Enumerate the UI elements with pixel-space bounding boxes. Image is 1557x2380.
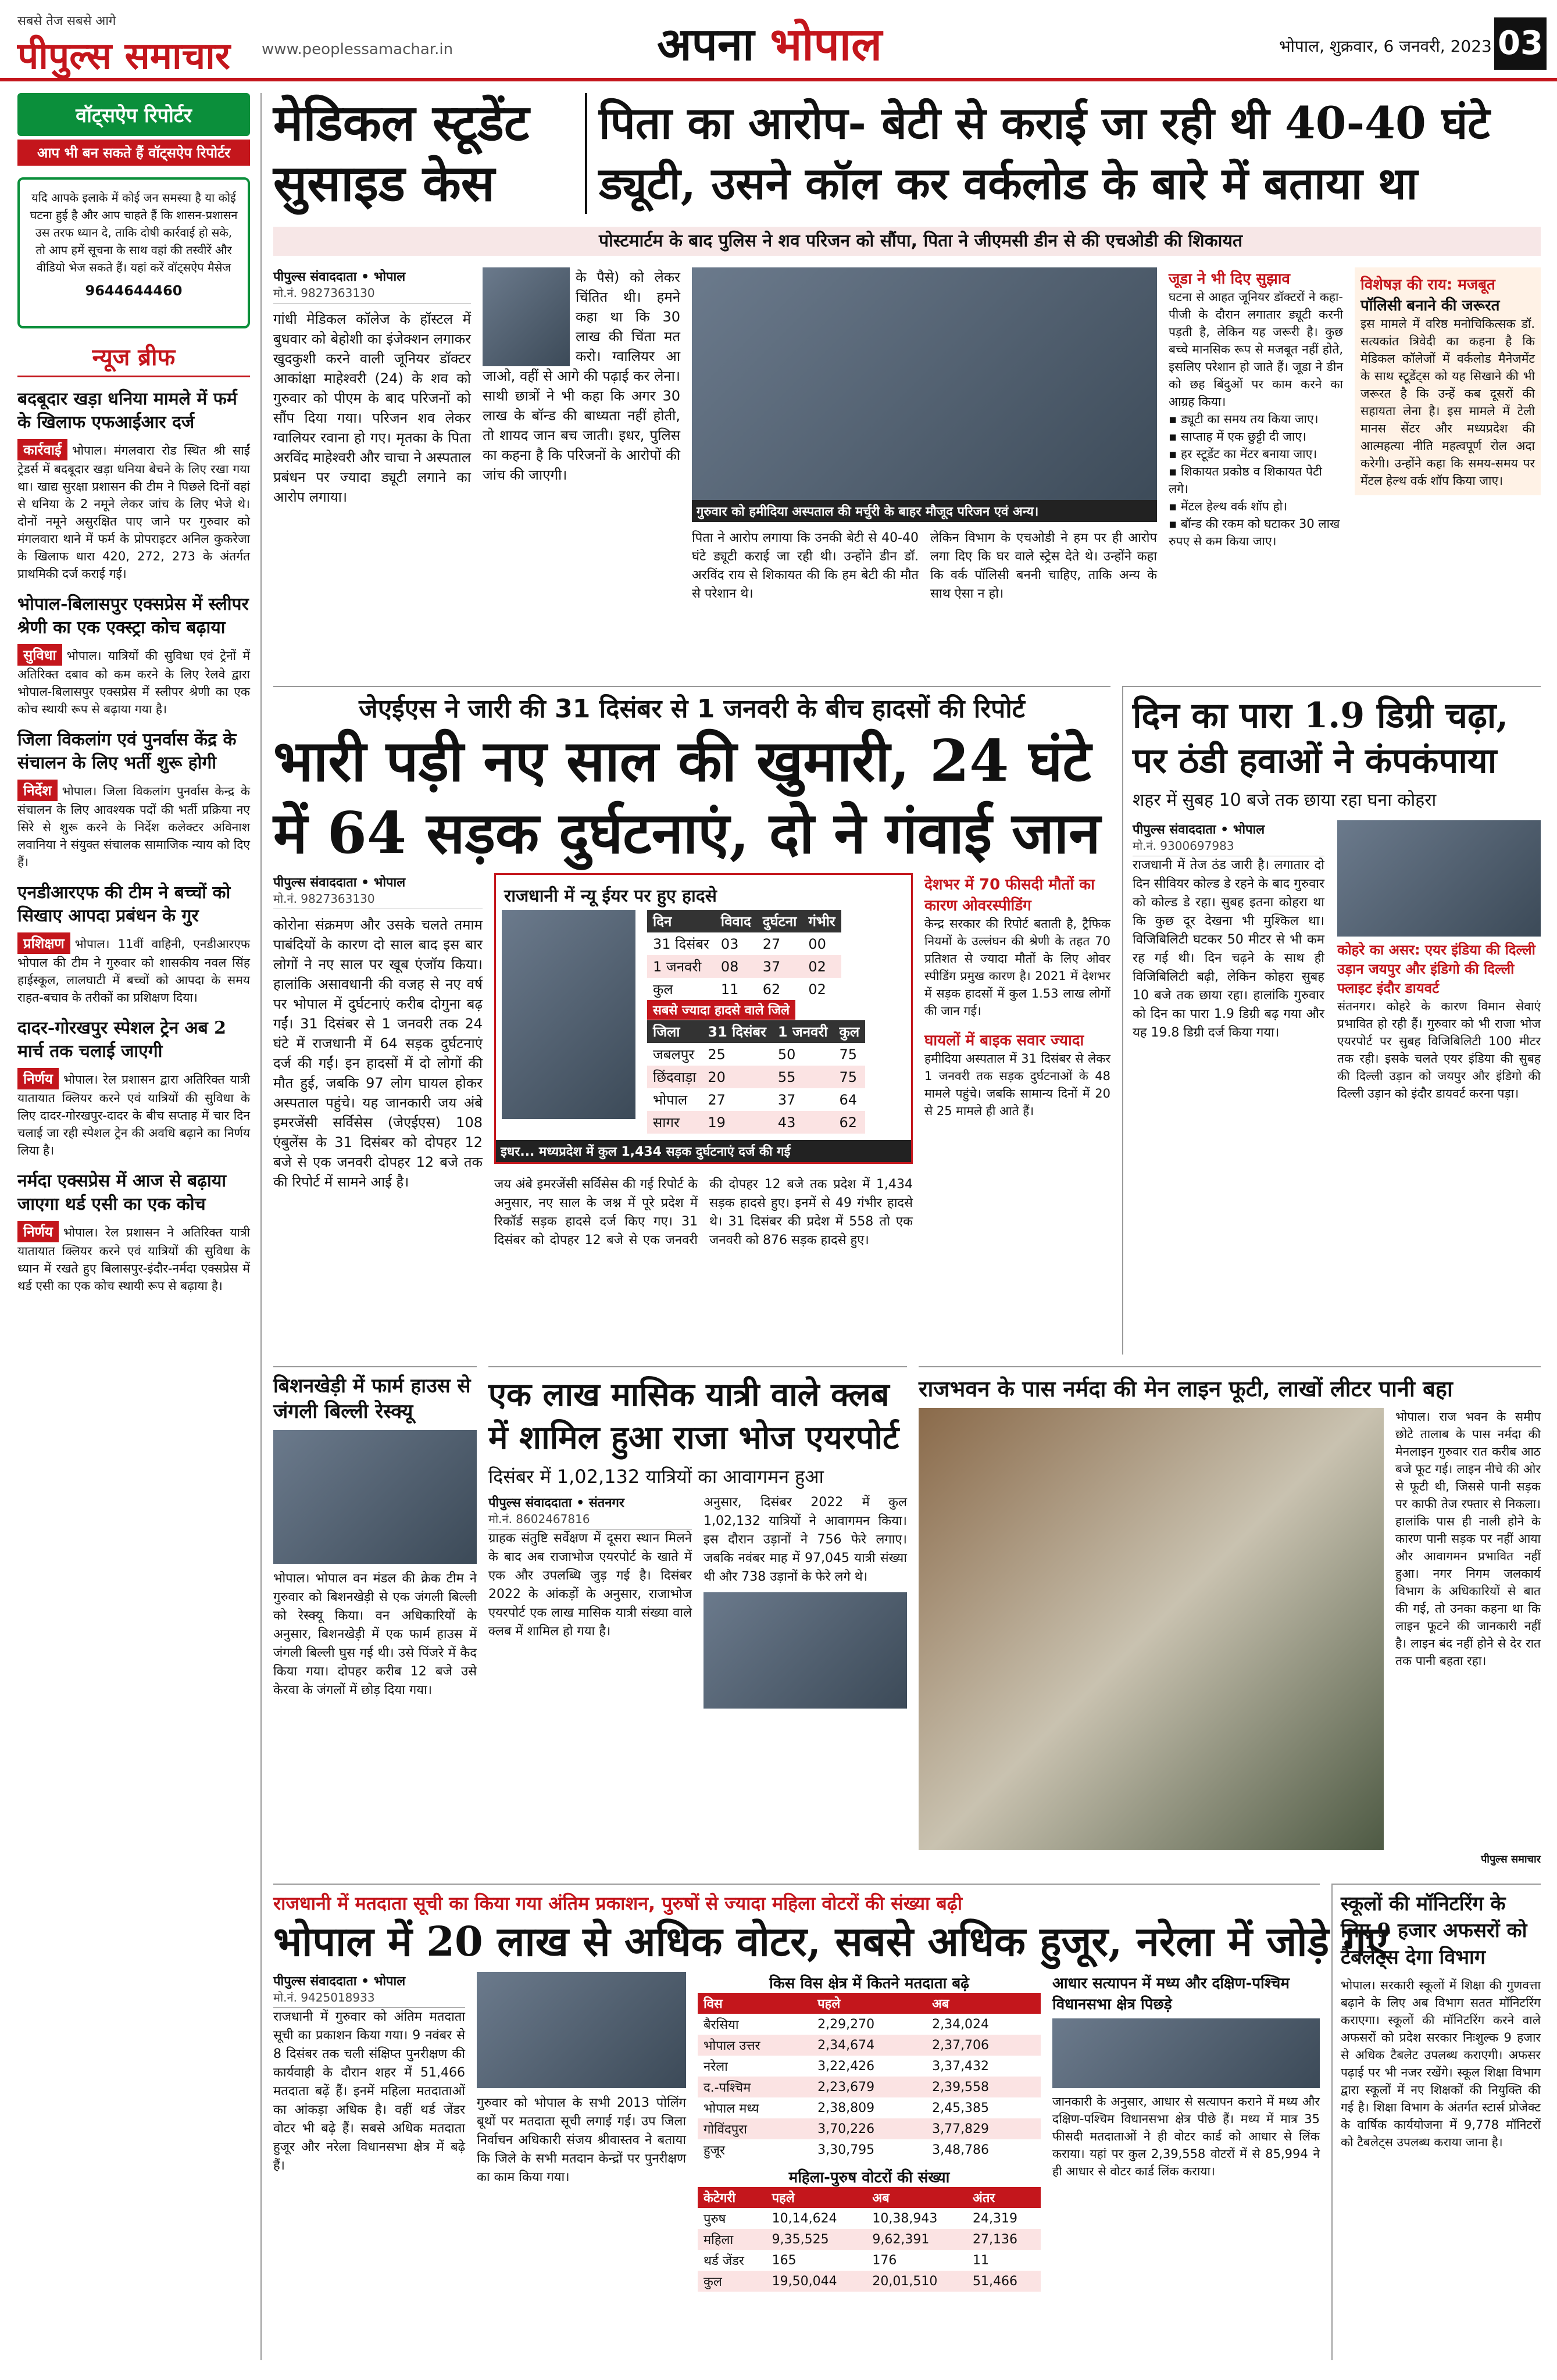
table-cell: 3,37,432 [932,2059,990,2074]
table-cell: 2,34,674 [817,2038,875,2053]
table-row [698,2118,1041,2139]
table-cell: 10,38,943 [872,2211,938,2226]
news-brief-item [17,1170,250,1295]
table-cell: 20 [708,1069,726,1085]
edition-date: भोपाल, शुक्रवार, 6 जनवरी, 2023 [1279,37,1492,56]
table-cell: 24,319 [973,2211,1018,2226]
suggestion-item: ▪ ड्यूटी का समय तय किया जाए। [1169,412,1319,426]
gender-table [698,2187,1041,2292]
schools-headline: स्कूलों की मॉनिटरिंग के लिए 9 हजार अफसरों को टैबलेट्स देगा विभाग [1341,1892,1527,1969]
brief-headline: भोपाल-बिलासपुर एक्सप्रेस में स्लीपर श्रेणी का एक एक्स्ट्रा कोच बढ़ाया [17,594,249,638]
schools-body: भोपाल। सरकारी स्कूलों में शिक्षा की गुणवत्ता बढ़ाने के लिए अब विभाग सतत मॉनिटरिंग कराएगा। स्कूलों की मॉनिटरिंग करने वाले अफसरों को प्रदेश सरकार निःशुल्क 9 हजार से अधिक टैबलेट उपलब्ध कराएगी। अफसर पढ़ाई पर भी नजर रखेंगे। स्कूल शिक्षा विभाग द्वारा स्कूलों में नए शिक्षकों की नियुक्ति की गई है। शिक्षा विभाग के अंतर्गत स्टार्स प्रोजेक्ट के वार्षिक कार्ययोजना में 9,778 मॉनिटरों को टैबलेट्स उपलब्ध कराया जाना है। [1341,1978,1541,2149]
airport-photo [703,1592,907,1709]
table-cell: 62 [762,981,781,998]
brief-headline: नर्मदा एक्सप्रेस में आज से बढ़ाया जाएगा थर्ड एसी का एक कोच [17,1171,227,1214]
story-col2: के पैसे) को लेकर चिंतित थी। हमने कहा था कि 30 लाख की चिंता मत करो। ग्वालियर आ जाओ, वहीं से आगे की पढ़ाई कर लेना। साथी छात्रों ने भी कहा कि अगर 30 लाख के बॉन्ड की बाध्यता नहीं होती, तो शायद जान बच जाती। इधर, पुलिस का कहना है कि परिजनों के आरोपों की जांच की जाएगी। [483,267,680,485]
aircraft-photo [1337,820,1541,937]
voter-story: राजधानी में मतदाता सूची का किया गया अंतिम प्रकाशन, पुरुषों से ज्यादा महिला वोटरों की संख्या बढ़ी भोपाल में 20 लाख से अधिक वोटर, सबसे अधिक हुजूर, नरेला में जोड़े गए पीपुल्स संवाददाता • भोपाल मो.नं. 9425018933 राजधानी में गुरुवार को अंतिम मतदाता सूची का प्रकाशन किया गया। 9 नवंबर से 8 दिसंबर तक चली संक्षिप्त पुनरीक्षण की कार्यवाही के दौरान शहर में 51,466 मतदाता बढ़ें हैं। इनमें महिला मतदाताओं का आंकड़ा अधिक है। वहीं थर्ड जेंडर वोटर भी बढ़े हैं। सबसे अधिक मतदाता हुजूर और नरेला विधानसभा क्षेत्र में बढ़े हैं। गुरुवार को भोपाल के सभी 2013 पोलिंग बूथों पर मतदाता सूची लगाई गई। उप जिला निर्वाचन अधिकारी संजय श्रीवास्तव ने बताया कि जिले के सभी मतदान केन्द्रों पर पुनरीक्षण का काम किया गया। किस विस क्षेत्र में कितने मतदाता बढ़े विस पहले अब बैरसिया 2,29,270 2,34,024 भोपाल उत्तर 2,34,674 2,37,706 नरेला 3,22,426 3,37,432 द.-पश्चिम 2,23,679 2,39,558 भोपाल मध्य 2,38,809 2,45,385 गोविंदपुरा 3,70,226 3,77,829 हुजूर 3,30,795 3,48,786 महिला-पुरुष वोटरों की संख्या केटेगरी पहले अब अंतर पुरुष 10,14,624 10,38,943 24,319 महिला 9,35,525 9,62,391 27,136 थर्ड जेंडर 165 176 11 कुल 19,50,044 20,01,510 51,466 आधार सत्यापन में मध्य और दक्षिण-पश्चिम विधानसभा क्षेत्र पिछड़े जानकारी के अनुसार, आधार से सत्यापन कराने में मध्य और दक्षिण-पश्चिम विधानसभा क्षेत्र पीछे हैं। मध्य में मात्र 35 फीसदी मतदाताओं ने ही वोटर कार्ड को आधार से लिंक कराया। यहां पर कुल 2,39,558 वोटरों में से 85,994 ने ही आधार से वोटर कार्ड लिंक कराया। [273,1884,1320,2360]
brief-tag: निर्णय [17,1068,59,1089]
wildcat-story [273,1366,477,1878]
table-cell: 02 [808,958,826,975]
table-cell: पुरुष [703,2212,726,2227]
news-brief-item [17,593,250,718]
voter-tables: किस विस क्षेत्र में कितने मतदाता बढ़े विस पहले अब बैरसिया 2,29,270 2,34,024 भोपाल उत्तर 2,34,674 2,37,706 नरेला 3,22,426 3,37,432 द.-पश्चिम 2,23,679 2,39,558 भोपाल मध्य 2,38,809 2,45,385 गोविंदपुरा 3,70,226 3,77,829 हुजूर 3,30,795 3,48,786 महिला-पुरुष वोटरों की संख्या केटेगरी पहले अब अंतर पुरुष 10,14,624 10,38,943 24,319 महिला 9,35,525 9,62,391 27,136 थर्ड जेंडर 165 176 11 कुल 19,50,044 20,01,510 51,466 [698,1972,1041,2292]
whatsapp-reporter-title: वॉट्सऐप रिपोर्टर [17,93,250,136]
table-cell: 00 [808,935,826,952]
weather-body: राजधानी में तेज ठंड जारी है। लगातार दो दिन सीवियर कोल्ड डे रहने के बाद गुरुवार को कोल्ड डे रहा। सुबह इतना कोहरा था कि कुछ दूर देखना भी मुश्किल था। विजिबिलिटी घटकर 50 मीटर से भी कम रह गई थी। दिन चढ़ने के साथ ही विजिबिलिटी बढ़ी, लेकिन कोहरा सुबह 10 बजे तक छाया रहा। हालांकि गुरुवार को दिन का पारा 1.9 डिग्री बढ़ गया और यह 19.8 डिग्री दर्ज किया गया। [1133,858,1324,1040]
column-header: अब [866,2187,967,2208]
wildcat-body: भोपाल। भोपाल वन मंडल की क्रेक टीम ने गुरुवार को बिशनखेड़ी से एक जंगली बिल्ली को रेस्क्यू किया। वन अधिकारियों के अनुसार, बिशनखेड़ी में एक फार्म हाउस में जंगली बिल्ली घुस गई थी। उसे पिंजरे में कैद किया गया। दोपहर करीब 12 बजे उसे केरवा के जंगलों में छोड़ दिया गया। [273,1571,477,1698]
table-cell: 02 [808,981,826,998]
accident-infobox: राजधानी में न्यू ईयर पर हुए हादसे दिन विवाद दुर्घटना गंभीर 31 दिसंबर 03 27 00 1 जनवरी 08 37 02 कुल 11 62 02 सबसे ज्यादा हादसे वाले जिले जिला 31 दिसंबर 1 जनवरी कुल जबलपुर 25 50 75 छिंदवाड़ा 20 55 75 भोपाल 27 37 64 सागर 19 43 62 इधर... मध्यप्रदेश में कुल 1,434 सड़क दुर्घटनाएं दर्ज की गई [494,873,913,1164]
juda-suggestions: जूडा ने भी दिए सुझाव घटना से आहत जूनियर डॉक्टरों ने कहा- पीजी के दौरान लगातार ड्यूटी करनी पड़ती है, लेकिन यह जरूरी है। कुछ बच्चे मानसिक रूप से मजबूत नहीं होते, इसलिए परेशान हो जाते हैं। जूडा ने डीन को छह बिंदुओं पर काम करने का आग्रह किया। ▪ ड्यूटी का समय तय किया जाए। ▪ साप्ताह में एक छुट्टी दी जाए। ▪ हर स्टूडेंट का मेंटर बनाया जाए। ▪ शिकायत प्रकोष्ठ व शिकायत पेटी लगे। ▪ मेंटल हेल्थ वर्क शॉप हो। ▪ बॉन्ड की रकम को घटाकर 30 लाख रुपए से कम किया जाए। [1169,267,1343,550]
news-brief-item [17,728,250,871]
table-cell: थर्ड जेंडर [703,2254,744,2268]
table-cell: 2,29,270 [817,2017,875,2032]
table-cell: 27 [762,935,781,952]
table-row [698,2250,1041,2271]
brief-tag: निर्णय [17,1221,59,1242]
pipeline-story [919,1366,1541,1878]
table-cell: 9,35,525 [772,2232,829,2247]
column-header: विस [698,1993,812,2014]
voter-body2: गुरुवार को भोपाल के सभी 2013 पोलिंग बूथों पर मतदाता सूची लगाई गई। उप जिला निर्वाचन अधिकारी संजय श्रीवास्तव ने बताया कि जिले के सभी मतदान केन्द्रों पर पुनरीक्षण का काम किया गया। [477,2096,686,2185]
table-cell: 3,70,226 [817,2121,875,2136]
table-cell: भोपाल [653,1092,688,1108]
table-cell: 3,22,426 [817,2059,875,2074]
table-row [698,2271,1041,2292]
table-cell: 2,37,706 [932,2038,990,2053]
table-cell: 27 [708,1091,726,1108]
table-cell: 50 [777,1046,796,1063]
table-row [647,932,841,955]
expert-opinion: विशेषज्ञ की राय: मजबूत पॉलिसी बनाने की जरूरत इस मामले में वरिष्ठ मनोचिकित्सक डॉ. सत्यकांत त्रिवेदी का कहना है कि मेडिकल कॉलेजों में वर्कलोड मैनेजमेंट के साथ स्टूडेंट्स को यह सिखाने की भी जरूरत है कि उन्हें कब दूसरों की सहायता लेना है। इस मामले में टेली मानस सेंटर और मध्यप्रदेश की आत्महत्या नीति महत्वपूर्ण रोल अदा करेगी। उन्होंने कहा कि समय-समय पर मेंटल हेल्थ वर्क शॉप किया जाए। [1355,267,1541,495]
table-row [647,1066,865,1088]
whatsapp-phone[interactable]: 9644644460 [85,283,183,299]
table-cell: 51,466 [973,2274,1018,2289]
story-kicker: मेडिकल स्टूडेंट सुसाइड केस [273,93,587,214]
brief-headline: बदबूदार खड़ा धनिया मामले में फर्म के खिलाफ एफआईआर दर्ज [17,389,237,433]
table-cell: छिंदवाड़ा [653,1069,697,1085]
brand-logo: सबसे तेज सबसे आगे पीपुल्स समाचार [17,14,230,78]
table-cell: 2,34,024 [932,2017,990,2032]
airport-body: ग्राहक संतुष्टि सर्वेक्षण में दूसरा स्थान मिलने के बाद अब राजाभोज एयरपोर्ट के खाते में एक और उपलब्धि जुड़ गई है। दिसंबर 2022 के आंकड़ों के अनुसार, राजाभोज एयरपोर्ट एक लाख मासिक यात्री संख्या वाले क्लब में शामिल हो गया है। [488,1531,692,1639]
table-cell: 08 [720,958,739,975]
table-cell: 3,77,829 [932,2121,990,2136]
accident-col2: जय अंबे इमरजेंसी सर्विसेस की गई रिपोर्ट के अनुसार, नए साल के जश्न में पूरे प्रदेश में रिकॉर्ड सड़क हादसे दर्ज किए गए। 31 दिसंबर को दोपहर 12 बजे से एक जनवरी की दोपहर 12 बजे तक प्रदेश में 1,434 सड़क हादसे हुए। इनमें से 49 गंभीर हादसे थे। 31 दिसंबर की प्रदेश में 558 तो एक जनवरी को 876 सड़क हादसे हुए। [494,1177,913,1248]
pipeline-headline: राजभवन के पास नर्मदा की मेन लाइन फूटी, लाखों लीटर पानी बहा [919,1375,1453,1402]
table-cell: 31 दिसंबर [653,936,709,952]
airport-headline: एक लाख मासिक यात्री वाले क्लब में शामिल हुआ राजा भोज एयरपोर्ट [488,1375,899,1457]
brief-text: कार्रवाई भोपाल। मंगलवारा रोड स्थित श्री साईं ट्रेडर्स में बदबूदार खड़ा धनिया बेचने के लिए रखा गया था। खाद्य सुरक्षा प्रशासन की टीम ने पिछले दिनों वहां से धनिया के 2 नमूने लेकर जांच के लिए भेजे थे। दोनों नमूने असुरक्षित पाए जाने पर गुरुवार को मंगलवारा थाने में फर्म के प्रोपराइटर अनिल कुकरेजा के खिलाफ धारा 420, 272, 273 के अंतर्गत प्राथमिकी दर्ज कराई गई। [17,439,250,583]
brief-text: निर्णय भोपाल। रेल प्रशासन द्वारा अतिरिक्त यात्री यातायात क्लियर करने एवं यात्रियों की सुविधा के लिए दादर-गोरखपुर-दादर के बीच सप्ताह में चार दिन चलाई जा रही स्पेशल ट्रेन की अवधि बढ़ाने का निर्णय लिया है। [17,1068,250,1159]
masthead [0,0,1557,81]
accident-kicker: जेएईएस ने जारी की 31 दिसंबर से 1 जनवरी के बीच हादसों की रिपोर्ट [359,694,1025,724]
table-row [647,1043,865,1066]
table-cell: भोपाल उत्तर [703,2039,760,2053]
table-cell: 2,45,385 [932,2100,990,2115]
table-cell: 2,23,679 [817,2079,875,2095]
column-header: गंभीर [802,910,841,932]
table-row [698,2014,1041,2035]
accident-district-table [647,1020,865,1134]
accident-col1: पीपुल्स संवाददाता • भोपाल मो.नं. 9827363130 कोरोना संक्रमण और उसके चलते तमाम पाबंदियों के कारण दो साल बाद इस बार लोगों ने नए साल पर खूब एंजॉय किया। हालांकि असावधानी की वजह से नए वर्ष पर भोपाल में दुर्घटनाएं करीब दोगुना बढ़ गईं। 31 दिसंबर से 1 जनवरी तक 24 घंटे में राजधानी में 64 सड़क दुर्घटनाएं दर्ज की गईं। इन हादसों में दो लोगों की मौत हुई, जबकि 97 लोग घायल होकर अस्पताल पहुंचे। यह जानकारी जय अंबे इमरजेंसी सर्विसेस (जेएईएस) 108 एंबुलेंस के 31 दिसंबर को दोपहर 12 बजे से एक जनवरी दोपहर 12 बजे तक की रिपोर्ट में सामने आई है। [273,873,483,1192]
top-story [273,93,1541,680]
aadhaar-photo [1052,2018,1320,2088]
table-cell: 27,136 [973,2232,1018,2247]
story-col3: पिता ने आरोप लगाया कि उनकी बेटी से 40-40 घंटे ड्यूटी कराई जा रही थी। उन्होंने डीन डॉ. अरविंद राय से शिकायत की कि हम बेटी की मौत से परेशान थे। [692,531,919,601]
table-cell: 11 [973,2253,990,2268]
wildcat-photo [273,1430,477,1564]
column-header: जिला [647,1020,702,1043]
table-cell: 43 [777,1114,796,1131]
brief-tag: प्रशिक्षण [17,932,70,954]
table-cell: हुजूर [703,2143,726,2158]
table-cell: 62 [839,1114,857,1131]
table-header [647,1020,865,1043]
whatsapp-box: यदि आपके इलाके में कोई जन समस्या है या कोई घटना हुई है और आप चाहते हैं कि शासन-प्रशासन उस तरफ ध्यान दे, ताकि दोषी कार्रवाई हो सके, तो आप हमें सूचना के साथ वहां की तस्वीरें और वीडियो भेज सकते हैं। यहां करें वॉट्सऐप मैसेज 9644644460 [17,177,250,328]
brief-text: सुविधा भोपाल। यात्रियों की सुविधा एवं ट्रेनों में अतिरिक्त दबाव को कम करने के लिए रेलवे द्वारा भोपाल-बिलासपुर एक्सप्रेस में स्लीपर श्रेणी का एक कोच स्थायी रूप से बढ़ाया गया है। [17,644,250,718]
news-brief-title: न्यूज ब्रीफ [17,340,250,377]
brief-list [17,388,250,1295]
table-cell: 37 [777,1091,796,1108]
suggestion-item: ▪ साप्ताह में एक छुट्टी दी जाए। [1169,430,1306,444]
section-title: अपना भोपाल [657,18,882,71]
story-strap: पोस्टमार्टम के बाद पुलिस ने शव परिजन को सौंपा, पिता ने जीएमसी डीन से की एचओडी की शिकायत [273,227,1541,256]
aadhaar-box: आधार सत्यापन में मध्य और दक्षिण-पश्चिम विधानसभा क्षेत्र पिछड़े जानकारी के अनुसार, आधार से सत्यापन कराने में मध्य और दक्षिण-पश्चिम विधानसभा क्षेत्र पीछे हैं। मध्य में मात्र 35 फीसदी मतदाताओं ने ही वोटर कार्ड को आधार से लिंक कराया। यहां पर कुल 2,39,558 वोटरों में से 85,994 ने ही आधार से वोटर कार्ड लिंक कराया। [1052,1975,1320,2178]
accident-graphic [502,910,635,1119]
mp-total-caption: इधर... मध्यप्रदेश में कुल 1,434 सड़क दुर्घटनाएं दर्ज की गई [496,1140,911,1162]
table-row [698,2229,1041,2250]
table-cell: 2,39,558 [932,2079,990,2095]
site-url[interactable]: www.peoplessamachar.in [262,41,453,58]
column-header: 31 दिसंबर [702,1020,772,1043]
column-header: कुल [833,1020,865,1043]
accident-story [273,686,1110,1355]
airport-body2: अनुसार, दिसंबर 2022 में कुल 1,02,132 यात्रियों ने आवागमन किया। इस दौरान उड़ानों ने 756 फेरे लगाए। जबकि नवंबर माह में 97,045 यात्री संख्या थी और 738 उड़ानों के फेरे लगे थे। [703,1495,907,1584]
column-header: पहले [766,2187,867,2208]
table-cell: 19,50,044 [772,2274,837,2289]
brief-text: निर्देश भोपाल। जिला विकलांग पुनर्वास केन्द्र के संचालन के लिए आवश्यक पदों की भर्ती प्रक्रिया नए सिरे से शुरू करने के निर्देश कलेक्टर अविनाश लवानिया ने संयुक्त संचालक सामाजिक न्याय को दिए हैं। [17,780,250,871]
suggestion-item: ▪ शिकायत प्रकोष्ठ व शिकायत पेटी लगे। [1169,464,1322,496]
table-row [698,2208,1041,2229]
table-row [698,2077,1041,2097]
pipeline-photo [919,1408,1384,1850]
brief-tag: कार्रवाई [17,439,67,460]
brief-text: निर्णय भोपाल। रेल प्रशासन ने अतिरिक्त यात्री यातायात क्लियर करने एवं यात्रियों की सुविधा के ध्यान में रखते हुए बिलासपुर-इंदौर-नर्मदा एक्सप्रेस में थर्ड एसी का एक कोच स्थायी रूप से बढ़ाया है। [17,1221,250,1295]
table-cell: भोपाल मध्य [703,2102,759,2116]
whatsapp-reporter-sub: आप भी बन सकते हैं वॉट्सऐप रिपोर्टर [17,140,250,166]
column-header: दुर्घटना [757,910,803,932]
victim-photo [483,267,570,366]
district-table-title: सबसे ज्यादा हादसे वाले जिले [647,1000,795,1020]
page-number: 03 [1494,17,1547,70]
table-cell: 25 [708,1046,726,1063]
column-header: अंतर [967,2187,1041,2208]
table-cell: 11 [720,981,739,998]
voter-headline: भोपाल में 20 लाख से अधिक वोटर, सबसे अधिक हुजूर, नरेला में जोड़े गए [273,1917,1389,1966]
photo-caption: गुरुवार को हमीदिया अस्पताल की मर्चुरी के बाहर मौजूद परिजन एवं अन्य। [692,500,1157,522]
photo-credit: पीपुल्स समाचार [1481,1853,1541,1866]
brief-text: प्रशिक्षण भोपाल। 11वीं वाहिनी, एनडीआरएफ भोपाल की टीम ने गुरुवार को शासकीय नवल सिंह हाईस्कूल, लालघाटी में बच्चों को आपदा के समय राहत-बचाव के तरीकों का प्रशिक्षण दिया। [17,932,250,1006]
suggestion-item: ▪ हर स्टूडेंट का मेंटर बनाया जाए। [1169,447,1317,461]
brief-headline: जिला विकलांग एवं पुनर्वास केंद्र के संचालन के लिए भर्ती शुरू होगी [17,730,237,773]
left-sidebar [17,93,262,2360]
story-col4: लेकिन विभाग के एचओडी ने हम पर ही आरोप लगा दिए कि घर वाले स्ट्रेस देते थे। उन्होंने कहा कि वर्क पॉलिसी बननी चाहिए, ताकि अन्य के साथ ऐसा न हो। [930,531,1157,601]
table-cell: 2,38,809 [817,2100,875,2115]
table-cell: कुल [703,2275,722,2289]
table-row [698,2097,1041,2118]
table-cell: 165 [772,2253,797,2268]
table-cell: नरेला [703,2060,728,2074]
table-cell: 3,30,795 [817,2142,875,2157]
table-cell: 37 [762,958,781,975]
accident-headline: भारी पड़ी नए साल की खुमारी, 24 घंटे में 64 सड़क दुर्घटनाएं, दो ने गंवाई जान [273,728,1101,867]
table-row [647,955,841,978]
story-headline: पिता का आरोप- बेटी से कराई जा रही थी 40-40 घंटे ड्यूटी, उसने कॉल कर वर्कलोड के बारे में बताया था [599,97,1490,209]
brief-headline: दादर-गोरखपुर स्पेशल ट्रेन अब 2 मार्च तक चलाई जाएगी [17,1018,227,1062]
table-row [647,1111,865,1134]
table-cell: द.-पश्चिम [703,2081,751,2095]
news-brief-item [17,1017,250,1159]
airport-story: एक लाख मासिक यात्री वाले क्लब में शामिल हुआ राजा भोज एयरपोर्ट दिसंबर में 1,02,132 यात्रियों का आवागमन हुआ पीपुल्स संवाददाता • संतनगर मो.नं. 8602467816 ग्राहक संतुष्टि सर्वेक्षण में दूसरा स्थान मिलने के बाद अब राजाभोज एयरपोर्ट के खाते में एक और उपलब्धि जुड़ गई है। दिसंबर 2022 के आंकड़ों के अनुसार, राजाभोज एयरपोर्ट एक लाख मासिक यात्री संख्या वाले क्लब में शामिल हो गया है। अनुसार, दिसंबर 2022 में कुल 1,02,132 यात्रियों ने आवागमन किया। इस दौरान उड़ानों ने 756 फेरे लगाए। जबकि नवंबर माह में 97,045 यात्री संख्या थी और 738 उड़ानों के फेरे लगे थे। [488,1366,907,1878]
table-row [647,1088,865,1111]
news-brief-item [17,388,250,583]
table-cell: गोविंदपुरा [703,2122,747,2137]
overspeed-box: देशभर में 70 फीसदी मौतों का कारण ओवरस्पीडिंग केन्द्र सरकार की रिपोर्ट बताती है, ट्रैफिक नियमों के उल्लंघन की श्रेणी के तहत 70 प्रतिशत से ज्यादा मौतों के लिए ओवर स्पीडिंग प्रमुख कारण है। 2021 में देशभर में सड़क हादसों में कुल 1.53 लाख लोगों की जान गई। घायलों में बाइक सवार ज्यादा हमीदिया अस्पताल में 31 दिसंबर से लेकर 1 जनवरी तक सड़क दुर्घटनाओं के 48 मामले पहुंचे। जबकि सामान्य दिनों में 20 से 25 मामले ही आते हैं। [924,876,1110,1118]
table-row [647,978,841,1000]
voter-kicker: राजधानी में मतदाता सूची का किया गया अंतिम प्रकाशन, पुरुषों से ज्यादा महिला वोटरों की संख्या बढ़ी [273,1892,963,1914]
table-cell: कुल [653,981,673,998]
voter-cards-photo [477,1972,686,2088]
table-header [647,910,841,932]
wildcat-headline: बिशनखेड़ी में फार्म हाउस से जंगली बिल्ली रेस्क्यू [273,1374,471,1423]
table-cell: 1 जनवरी [653,959,702,975]
column-header: दिन [647,910,715,932]
fog-flights-box: कोहरे का असर: एयर इंडिया की दिल्ली उड़ान जयपुर और इंडिगो की दिल्ली फ्लाइट इंदौर डायवर्ट संतनगर। कोहरे के कारण विमान सेवाएं प्रभावित हो रही हैं। गुरुवार को भी राजा भोज एयरपोर्ट पर सुबह विजिबिलिटी 100 मीटर तक रही। इसके चलते एयर इंडिया की सुबह की दिल्ली उड़ान को जयपुर और इंडिगो की दिल्ली उड़ान को इंदौर डायवर्ट करना पड़ा। [1337,820,1541,1102]
airport-sub: दिसंबर में 1,02,132 यात्रियों का आवागमन हुआ [488,1466,824,1488]
table-cell: 19 [708,1114,726,1131]
suggestion-item: ▪ मेंटल हेल्थ वर्क शॉप हो। [1169,499,1288,513]
table-cell: सागर [653,1114,680,1131]
table-row [698,2035,1041,2056]
table-cell: 55 [777,1069,796,1085]
column-header: केटेगरी [698,2187,766,2208]
table-cell: 9,62,391 [872,2232,930,2247]
table-cell: 176 [872,2253,897,2268]
table-row [698,2139,1041,2160]
weather-headline: दिन का पारा 1.9 डिग्री चढ़ा, पर ठंडी हवाओं ने कंपकंपाया [1133,695,1509,781]
table-cell: महिला [703,2233,734,2247]
voter-body: राजधानी में गुरुवार को अंतिम मतदाता सूची का प्रकाशन किया गया। 9 नवंबर से 8 दिसंबर तक चली संक्षिप्त पुनरीक्षण की कार्यवाही के दौरान शहर में 51,466 मतदाता बढ़ें हैं। इनमें महिला मतदाताओं का आंकड़ा अधिक है। वहीं थर्ड जेंडर वोटर भी बढ़े हैं। सबसे अधिक मतदाता हुजूर और नरेला विधानसभा क्षेत्र में बढ़े हैं। [273,2010,465,2173]
column-header: विवाद [715,910,757,932]
suggestion-item: ▪ बॉन्ड की रकम को घटाकर 30 लाख रुपए से कम किया जाए। [1169,517,1340,548]
weather-story: दिन का पारा 1.9 डिग्री चढ़ा, पर ठंडी हवाओं ने कंपकंपाया शहर में सुबह 10 बजे तक छाया रहा घना कोहरा पीपुल्स संवाददाता • भोपाल मो.नं. 9300697983 राजधानी में तेज ठंड जारी है। लगातार दो दिन सीवियर कोल्ड डे रहने के बाद गुरुवार को कोल्ड डे रहा। सुबह इतना कोहरा था कि कुछ दूर देखना भी मुश्किल था। विजिबिलिटी घटकर 50 मीटर से भी कम रह गई थी। दिन चढ़ने के साथ ही विजिबिलिटी बढ़ी, लेकिन कोहरा सुबह 10 बजे तक छाया रहा। हालांकि गुरुवार को दिन का पारा 1.9 डिग्री बढ़ गया और यह 19.8 डिग्री दर्ज किया गया। कोहरे का असर: एयर इंडिया की दिल्ली उड़ान जयपुर और इंडिगो की दिल्ली फ्लाइट इंदौर डायवर्ट संतनगर। कोहरे के कारण विमान सेवाएं प्रभावित हो रही हैं। गुरुवार को भी राजा भोज एयरपोर्ट पर सुबह विजिबिलिटी 100 मीटर तक रही। इसके चलते एयर इंडिया की सुबह की दिल्ली उड़ान को जयपुर और इंडिगो की दिल्ली उड़ान को इंदौर डायवर्ट करना पड़ा। [1122,686,1541,1355]
table-header [698,2187,1041,2208]
table-cell: 64 [839,1091,857,1108]
column-header: अब [926,1993,1041,2014]
table-cell: बैरसिया [703,2018,739,2032]
mortuary-photo [692,267,1157,517]
table-cell: 20,01,510 [872,2274,938,2289]
pipeline-body: भोपाल। राज भवन के समीप छोटे तालाब के पास नर्मदा की मेनलाइन गुरुवार रात करीब आठ बजे फूट गई। लाइन नीचे की ओर से फूटी थी, जिससे पानी सड़क पर काफी तेज रफ्तार से निकला। हालांकि पास ही नाली होने के कारण पानी सड़क पर नहीं आया और आवागमन प्रभावित नहीं हुआ। नगर निगम जलकार्य विभाग के अधिकारियों से बात की गई, तो उनका कहना था कि लाइन फूटने की जानकारी नहीं है। लाइन बंद नहीं होने से देर रात तक पानी बहता रहा। [1395,1410,1541,1668]
table-cell: 75 [839,1069,857,1085]
table-row [698,2056,1041,2077]
news-brief-item [17,881,250,1006]
weather-sub: शहर में सुबह 10 बजे तक छाया रहा घना कोहरा [1133,790,1437,810]
column-header: 1 जनवरी [772,1020,834,1043]
table-cell: 10,14,624 [772,2211,837,2226]
byline: पीपुल्स संवाददाता • भोपाल मो.नं. 9827363130 गांधी मेडिकल कॉलेज के हॉस्टल में बुधवार को बेहोशी का इंजेक्शन लगाकर खुदकुशी करने वाली जूनियर डॉक्टर आकांक्षा माहेश्वरी (24) के शव को गुरुवार को पीएम के बाद परिजनों को सौंप दिया गया। परिजन शव लेकर ग्वालियर रवाना हो गए। मृतका के पिता अरविंद माहेश्वरी और चाचा ने अस्पताल प्रबंधन पर ज्यादा ड्यूटी लगाने का आरोप लगाया। [273,267,471,507]
accident-day-table [647,910,841,1000]
constituency-table [698,1993,1041,2160]
table-cell: 3,48,786 [932,2142,990,2157]
column-header: पहले [812,1993,926,2014]
brief-tag: निर्देश [17,780,58,801]
table-cell: जबलपुर [653,1046,695,1063]
brief-headline: एनडीआरएफ की टीम ने बच्चों को सिखाए आपदा प्रबंधन के गुर [17,882,231,926]
table-header [698,1993,1041,2014]
table-cell: 03 [720,935,739,952]
schools-story [1331,1884,1541,2360]
brief-tag: सुविधा [17,644,62,666]
table-cell: 75 [839,1046,857,1063]
